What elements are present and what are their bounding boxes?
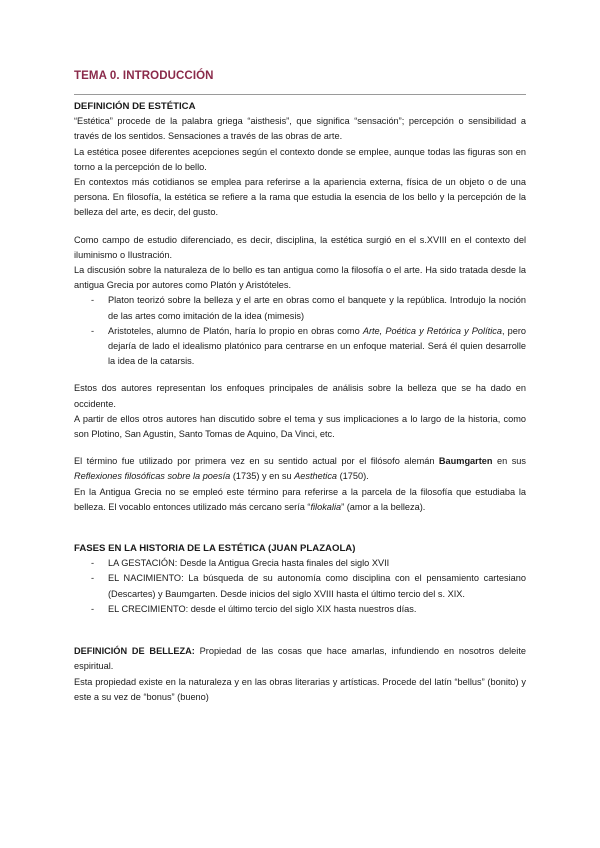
paragraph: En contextos más cotidianos se emplea para referirse a la apariencia externa, física de un objeto o de una persona. En filosofía, la estética se refiere a la rama que estudia la esencia de los bello y la percepción de la belleza del arte, es decir, del gusto. <box>74 177 526 218</box>
paragraph: “Estética” procede de la palabra griega “aisthesis”, que significa “sensación”; percepción o sensibilidad a través de los sentidos. Sensaciones a través de las obras de arte. <box>74 116 526 142</box>
dash-bullet: - <box>91 325 95 336</box>
list-item: - EL NACIMIENTO: La búsqueda de su autonomía como disciplina con el pensamiento cartesiano (Descartes) y Baumgarten. Desde inicios del siglo XVIII hasta el último tercio del s. XIX. <box>91 573 526 599</box>
paragraph: En la Antigua Grecia no se empleó este término para referirse a la parcela de la filosofía que estudiaba la belleza. El vocablo entonces utilizado más cercano sería “filokalia” (amor a la belleza). <box>74 486 526 512</box>
paragraph: A partir de ellos otros autores han discutido sobre el tema y sus implicaciones a lo largo de la historia, como son Plotino, San Agustin, Santo Tomas de Aquino, Da Vinci, etc. <box>74 413 526 440</box>
list-item: - LA GESTACIÓN: Desde la Antigua Grecia hasta finales del siglo XVII <box>108 556 526 571</box>
section-heading-definicion-belleza: DEFINICIÓN DE BELLEZA: <box>74 646 195 657</box>
authors-list <box>74 293 526 369</box>
paragraph: Como campo de estudio diferenciado, es decir, disciplina, la estética surgió en el s.XVIII en el contexto del iluminismo o Ilustración. <box>74 234 526 260</box>
paragraph: La discusión sobre la naturaleza de lo bello es tan antigua como la filosofía o el arte. Ha sido tratada desde la antigua Grecia por autores como Platón y Aristóteles. <box>74 265 526 291</box>
paragraph: DEFINICIÓN DE BELLEZA: Propiedad de las cosas que hace amarlas, infundiendo en nosotros deleite espiritual. <box>74 646 526 672</box>
fases-list <box>74 556 526 617</box>
dash-bullet: - <box>91 573 95 584</box>
list-item: - Platon teorizó sobre la belleza y el arte en obras como el banquete y la república. Introdujo la noción de las artes como imitación de la idea (mimesis) <box>91 295 526 321</box>
page-title: TEMA 0. INTRODUCCIÓN <box>74 70 214 82</box>
list-item: - EL CRECIMIENTO: desde el último tercio del siglo XIX hasta nuestros días. <box>108 602 526 617</box>
paragraph: Estos dos autores representan los enfoques principales de análisis sobre la belleza que se ha dado en occidente. <box>74 383 526 409</box>
document-page <box>74 70 526 705</box>
paragraph: La estética posee diferentes acepciones según el contexto donde se emplee, aunque todas las figuras son en torno a la percepción de lo bello. <box>74 146 526 172</box>
section-heading-fases: FASES EN LA HISTORIA DE LA ESTÉTICA (JUAN PLAZAOLA) <box>74 543 356 555</box>
dash-bullet: - <box>91 295 95 306</box>
section-heading-definicion-estetica: DEFINICIÓN DE ESTÉTICA <box>74 101 196 112</box>
list-item: - Aristoteles, alumno de Platón, haría lo propio en obras como Arte, Poética y Retórica y Política, pero dejaría de lado el idealismo platónico para centrarse en un enfoque material. Será él quien desarrolle la idea de la catarsis. <box>91 325 526 367</box>
paragraph: El término fue utilizado por primera vez en su sentido actual por el filósofo alemán Baumgarten en sus Reflexiones filosóficas sobre la poesía (1735) y en su Aesthetica (1750). <box>74 456 527 482</box>
paragraph: Esta propiedad existe en la naturaleza y en las obras literarias y artísticas. Procede del latín “bellus” (bonito) y este a su vez de “bonus” (bueno) <box>74 676 526 702</box>
dash-bullet: - <box>91 558 95 569</box>
title-divider <box>74 94 526 95</box>
dash-bullet: - <box>91 603 95 614</box>
